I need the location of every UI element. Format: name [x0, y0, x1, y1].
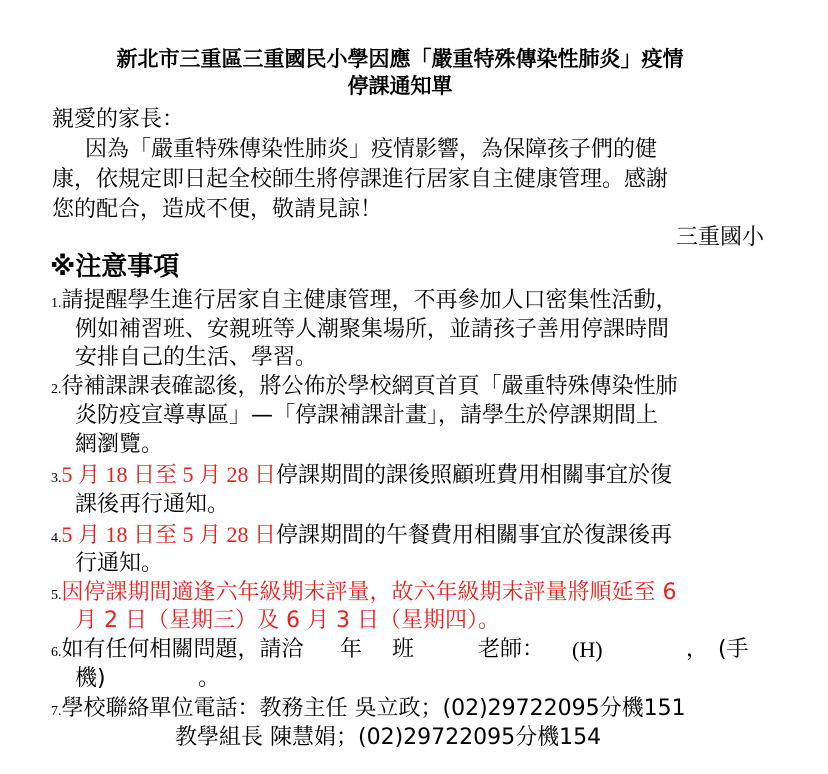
- note-5-line-2: 月 2 日（星期三）及 6 月 3 日（星期四）。: [75, 608, 500, 633]
- body-line-1: 因為「嚴重特殊傳染性肺炎」疫情影響，為保障孩子們的健: [85, 137, 658, 162]
- home-phone-label: (H): [572, 637, 603, 662]
- note-text: 因停課期間適逢六年級期末評量，故六年級期末評量將順延至 6: [61, 580, 677, 605]
- note-text: 待補課課表確認後，將公佈於學校網頁首頁「嚴重特殊傳染性肺: [61, 374, 678, 399]
- body-line-2: 康，依規定即日起全校師生將停課進行居家自主健康管理。感謝: [52, 167, 669, 192]
- document-title: 新北市三重區三重國民小學因應「嚴重特殊傳染性肺炎」疫情: [116, 47, 684, 71]
- body-line-3: 您的配合，造成不便，敬請見諒！: [52, 197, 383, 222]
- note-number: 3.: [51, 471, 62, 486]
- comma: ，: [686, 637, 709, 662]
- document-subtitle: 停課通知單: [347, 74, 453, 98]
- note-number: 7.: [51, 704, 62, 719]
- note-number: 4.: [51, 531, 62, 546]
- year-label: 年: [340, 637, 363, 662]
- notes-heading: ※注意事項: [50, 252, 180, 282]
- note-6-period: 。: [198, 666, 221, 691]
- note-date-range: 5 月 18 日至 5 月 28 日: [61, 462, 277, 487]
- note-1-line-3: 安排自己的生活、學習。: [75, 345, 318, 370]
- note-7-line-2: 教學組長 陳慧娟；(02)29722095分機154: [175, 725, 602, 750]
- note-3: [51, 460, 672, 494]
- signature: 三重國小: [676, 225, 765, 250]
- note-number: 6.: [51, 645, 62, 660]
- note-2-line-2: 炎防疫宣導專區」—「停課補課計畫」，請學生於停課期間上: [75, 403, 659, 428]
- note-number: 1.: [51, 296, 62, 311]
- teacher-label: 老師：: [478, 637, 545, 662]
- note-number: 5.: [51, 588, 62, 603]
- note-text: 請提醒學生進行居家自主健康管理，不再參加人口密集性活動，: [61, 288, 678, 313]
- greeting: 親愛的家長：: [52, 107, 185, 132]
- class-label: 班: [392, 637, 415, 662]
- note-2-line-3: 網瀏覽。: [75, 432, 164, 457]
- note-4-line-2: 行通知。: [75, 551, 164, 576]
- note-text: 停課期間的課後照顧班費用相關事宜於復: [276, 463, 673, 488]
- note-number: 2.: [51, 382, 62, 397]
- note-text: 學校聯絡單位電話：教務主任 吳立政；(02)29722095分機151: [61, 696, 686, 721]
- note-3-line-2: 課後再行通知。: [75, 492, 230, 517]
- mobile-label: (手: [718, 637, 749, 662]
- note-1-line-2: 例如補習班、安親班等人潮聚集場所，並請孩子善用停課時間: [75, 317, 670, 342]
- note-text: 如有任何相關問題，請洽: [61, 637, 304, 662]
- mobile-label-end: 機): [75, 666, 106, 691]
- note-text: 停課期間的午餐費用相關事宜於復課後再: [276, 523, 673, 548]
- note-date-range: 5 月 18 日至 5 月 28 日: [61, 522, 277, 547]
